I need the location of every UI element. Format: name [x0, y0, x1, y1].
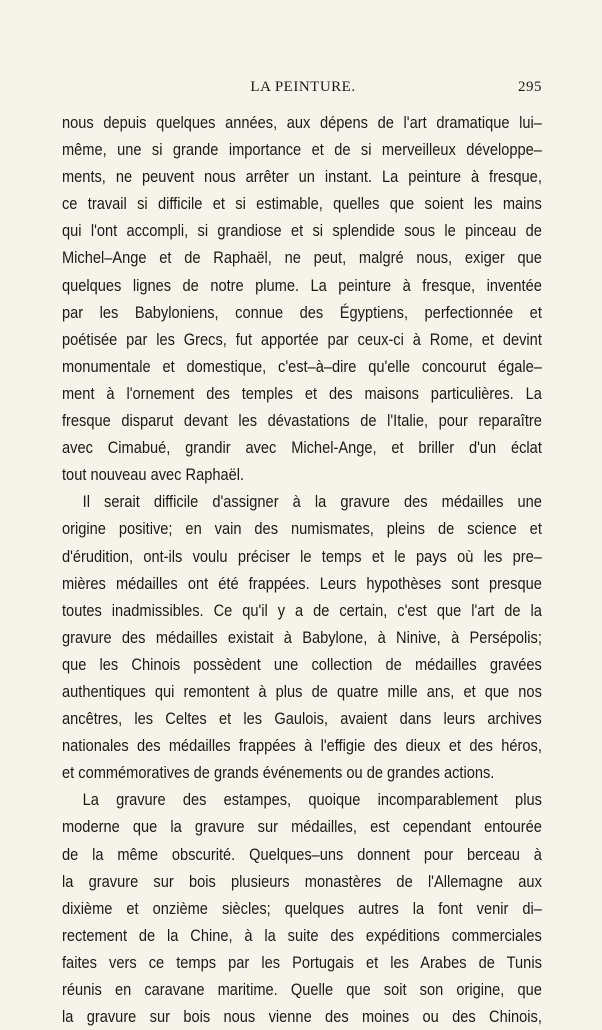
text-line: ment à l'ornement des temples et des maisons particulières. La	[62, 383, 542, 403]
text-line: même, une si grande importance et de si merveilleux développe–	[62, 140, 542, 160]
text-line: toutes inadmissibles. Ce qu'il y a de certain, c'est que l'art de la	[62, 600, 542, 620]
text-line: dixième et onzième siècles; quelques autres la font venir di–	[62, 898, 542, 918]
text-line: de la même obscurité. Quelques–uns donnent pour berceau à	[62, 844, 542, 864]
text-line: qui l'ont accompli, si grandiose et si splendide sous le pinceau de	[62, 221, 542, 241]
text-line: faites vers ce temps par les Portugais et les Arabes de Tunis	[62, 952, 542, 972]
text-line: d'érudition, ont-ils voulu préciser le temps et le pays où les pre–	[62, 546, 542, 566]
running-head	[62, 79, 544, 101]
text-line: mières médailles ont été frappées. Leurs hypothèses sont presque	[62, 573, 542, 593]
text-line: Il serait difficile d'assigner à la gravure des médailles une	[82, 492, 542, 512]
page-number: 295	[518, 79, 542, 95]
running-title: LA PEINTURE.	[250, 79, 356, 95]
text-line: ancêtres, les Celtes et les Gaulois, avaient dans leurs archives	[62, 709, 542, 729]
text-line: ce travail si difficile et si estimable, quelles que soient les mains	[62, 194, 542, 214]
text-line: rectement de la Chine, à la suite des expéditions commerciales	[62, 925, 542, 945]
text-line: origine positive; en vain des numismates, pleins de science et	[62, 519, 542, 539]
text-line: que les Chinois possèdent une collection de médailles gravées	[62, 654, 542, 674]
text-line: avec Cimabué, grandir avec Michel-Ange, et briller d'un éclat	[62, 438, 542, 458]
text-line: fresque disparut devant les dévastations de l'Italie, pour reparaître	[62, 411, 542, 431]
text-line: quelques lignes de notre plume. La peinture à fresque, inventée	[62, 275, 542, 295]
text-line: gravure des médailles existait à Babylone, à Ninive, à Persépolis;	[62, 627, 542, 647]
body-text	[62, 109, 542, 1030]
text-line: poétisée par les Grecs, fut apportée par ceux-ci à Rome, et devint	[62, 329, 542, 349]
text-line: la gravure sur bois plusieurs monastères de l'Allemagne aux	[62, 871, 542, 891]
text-line: Michel–Ange et de Raphaël, ne peut, malgré nous, exiger que	[62, 248, 542, 268]
text-line: par les Babyloniens, connue des Égyptiens, perfectionnée et	[62, 302, 542, 322]
text-line: La gravure des estampes, quoique incomparablement plus	[82, 790, 542, 810]
text-line: ments, ne peuvent nous arrêter un instant. La peinture à fresque,	[62, 167, 542, 187]
text-line: monumentale et domestique, c'est–à–dire qu'elle concourut égale–	[62, 356, 542, 376]
text-line: nationales des médailles frappées à l'effigie des dieux et des héros,	[62, 736, 542, 756]
text-line: réunis en caravane maritime. Quelle que soit son origine, que	[62, 980, 542, 999]
text-line: authentiques qui remontent à plus de quatre mille ans, et que nos	[62, 681, 542, 701]
text-line: la gravure sur bois nous vienne des moines ou des Chinois,	[62, 1007, 542, 1027]
text-line: et commémoratives de grands événements ou de grandes actions.	[62, 763, 495, 783]
text-line: tout nouveau avec Raphaël.	[62, 465, 245, 485]
text-line: nous depuis quelques années, aux dépens de l'art dramatique lui–	[62, 113, 542, 132]
text-line: moderne que la gravure sur médailles, est cependant entourée	[62, 817, 542, 837]
